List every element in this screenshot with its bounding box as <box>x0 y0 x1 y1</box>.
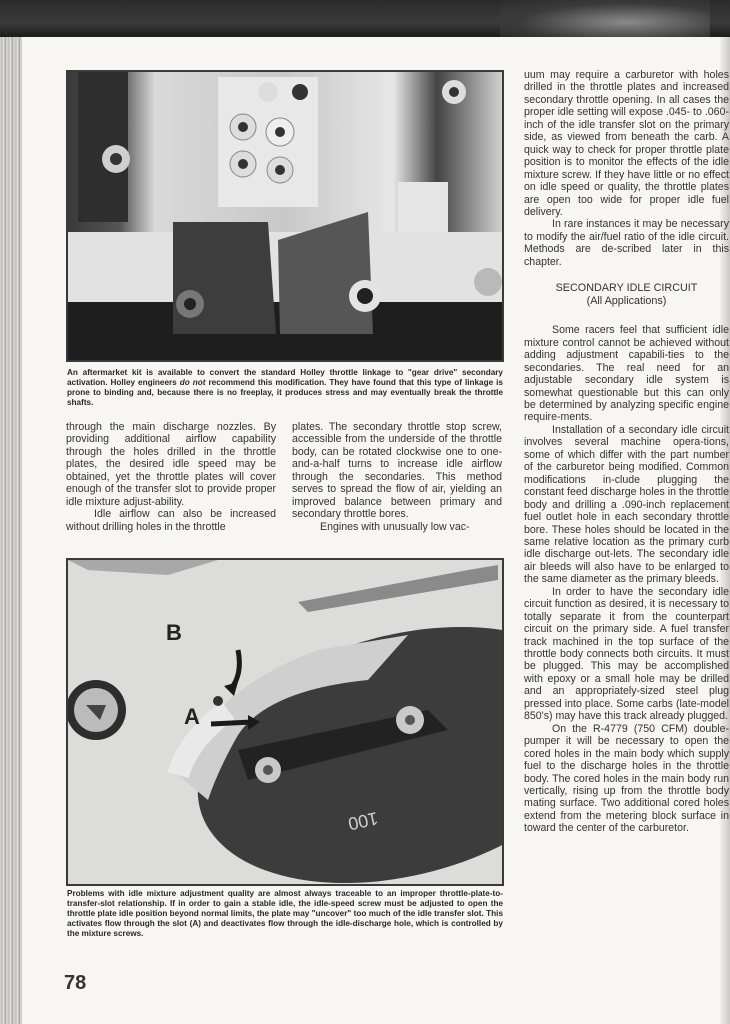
section-title: SECONDARY IDLE CIRCUIT <box>555 282 698 295</box>
book-spine <box>0 37 22 1024</box>
paragraph: In order to have the secondary idle circuit function as desired, it is necessary to totally separate it from the counterpart circuit on the primary side. A fuel transfer track machined in the top surface of the throttle body connects both circuits. It must be plugged. This may be accomplished with epoxy or a small hole may be drilled and an appropriately-sized steel plug pressed into place. Some carbs (late-model 850's) may have this track already plugged. <box>524 585 729 723</box>
paragraph: uum may require a carburetor with holes drilled in the throttle plates and increased secondary throttle opening. In all cases the proper idle setting will expose .045- to .060-inch of the idle transfer slot on the primary side, as viewed from beneath the carb. A quick way to check for proper throttle plate position is to monitor the effects of the idle mixture screw. If they have little or no effect on idle speed or quality, the throttle plates are open too wide for proper idle fuel delivery. <box>524 69 729 218</box>
paragraph: In rare instances it may be necessary to modify the air/fuel ratio of the idle circuit. Methods are de-scribed later in this chapter. <box>524 218 729 268</box>
caption-emphasis: do not <box>179 378 206 387</box>
section-subtitle: (All Applications) <box>586 295 667 308</box>
text-column-1 <box>66 421 276 533</box>
paragraph: Installation of a secondary idle circuit involves several machine opera-tions, some of which differ with the part number of the carburetor being modified. Common modifications in-clude plugging the constant feed discharge holes in the throttle body and drilling a .090-inch replacement fuel outlet hole in each secondary throttle bore. These holes should be located in the same relative location as the primary curb idle discharge out-lets. The secondary idle air bleeds will also have to be enlarged to the same diameter as the primary bleeds. <box>524 423 729 586</box>
paragraph: Idle airflow can also be increased without drilling holes in the throttle <box>66 508 276 533</box>
section-heading <box>524 282 729 308</box>
paragraph: On the R-4779 (750 CFM) double-pumper it will be necessary to open the cored holes in the main body which supply fuel to the discharge holes in the throttle body. The cored holes in the main body run vertically, rising up from the throttle body mating surface. Two additional cored holes extend from the metering block surface in toward the center of the carburetor. <box>524 722 729 835</box>
throttle-plate-caption: Problems with idle mixture adjustment quality are almost always traceable to an improper throttle-plate-to-transfer-slot relationship. If in order to gain a stable idle, the idle-speed screw must be adjusted to open the throttle plate idle position beyond normal limits, the plate may "uncover" too much of the idle transfer slot. This activates flow through the slot (A) and deactivates flow through the idle-discharge hole, which is controlled by the mixture screws. <box>67 889 503 938</box>
throttle-plate-photo <box>66 558 504 886</box>
scanner-background <box>0 0 730 37</box>
text-column-3 <box>524 69 729 835</box>
gear-drive-illustration <box>68 72 502 360</box>
label-b: B <box>166 620 182 645</box>
scanner-glare <box>500 0 710 37</box>
paragraph: Some racers feel that sufficient idle mixture control cannot be achieved without adding adjustment capabili-ties to the secondaries. The real need for an adjustable secondary idle system is somewhat questionable but this can only be determined by analyzing specific engine require-ments. <box>524 324 729 424</box>
caption-text: An aftermarket kit is available to convert the standard Holley throttle linkage to "gear drive" secondary activation. Holley engineers <box>67 368 503 387</box>
page-number: 78 <box>64 972 87 994</box>
paragraph: Engines with unusually low vac- <box>320 520 470 533</box>
paragraph: plates. The secondary throttle stop screw, accessible from the underside of the throttle body, can be rotated clockwise one to one-and-a-half turns to increase idle airflow through the secondaries. This method serves to spread the flow of air, yielding an improved balance between primary and secondary throttle bores. <box>292 421 502 521</box>
caption-text: recommend this modification. They have found that this type of linkage is prone to binding and, because there is no freeplay, it produces stress and may eventually break the throttle shafts. <box>67 378 503 407</box>
label-a: A <box>184 704 200 729</box>
part-marking: 100 <box>346 808 380 834</box>
paragraph: through the main discharge nozzles. By providing additional airflow capability through the holes drilled in the throttle plates, the desired idle speed may be obtained, yet the throttle plates will cover enough of the transfer slot to provide proper idle mixture adjust-ability. <box>66 421 276 508</box>
throttle-plate-illustration <box>68 560 502 884</box>
gear-drive-photo <box>66 70 504 362</box>
gear-drive-caption <box>67 368 503 408</box>
text-column-2 <box>292 421 502 533</box>
